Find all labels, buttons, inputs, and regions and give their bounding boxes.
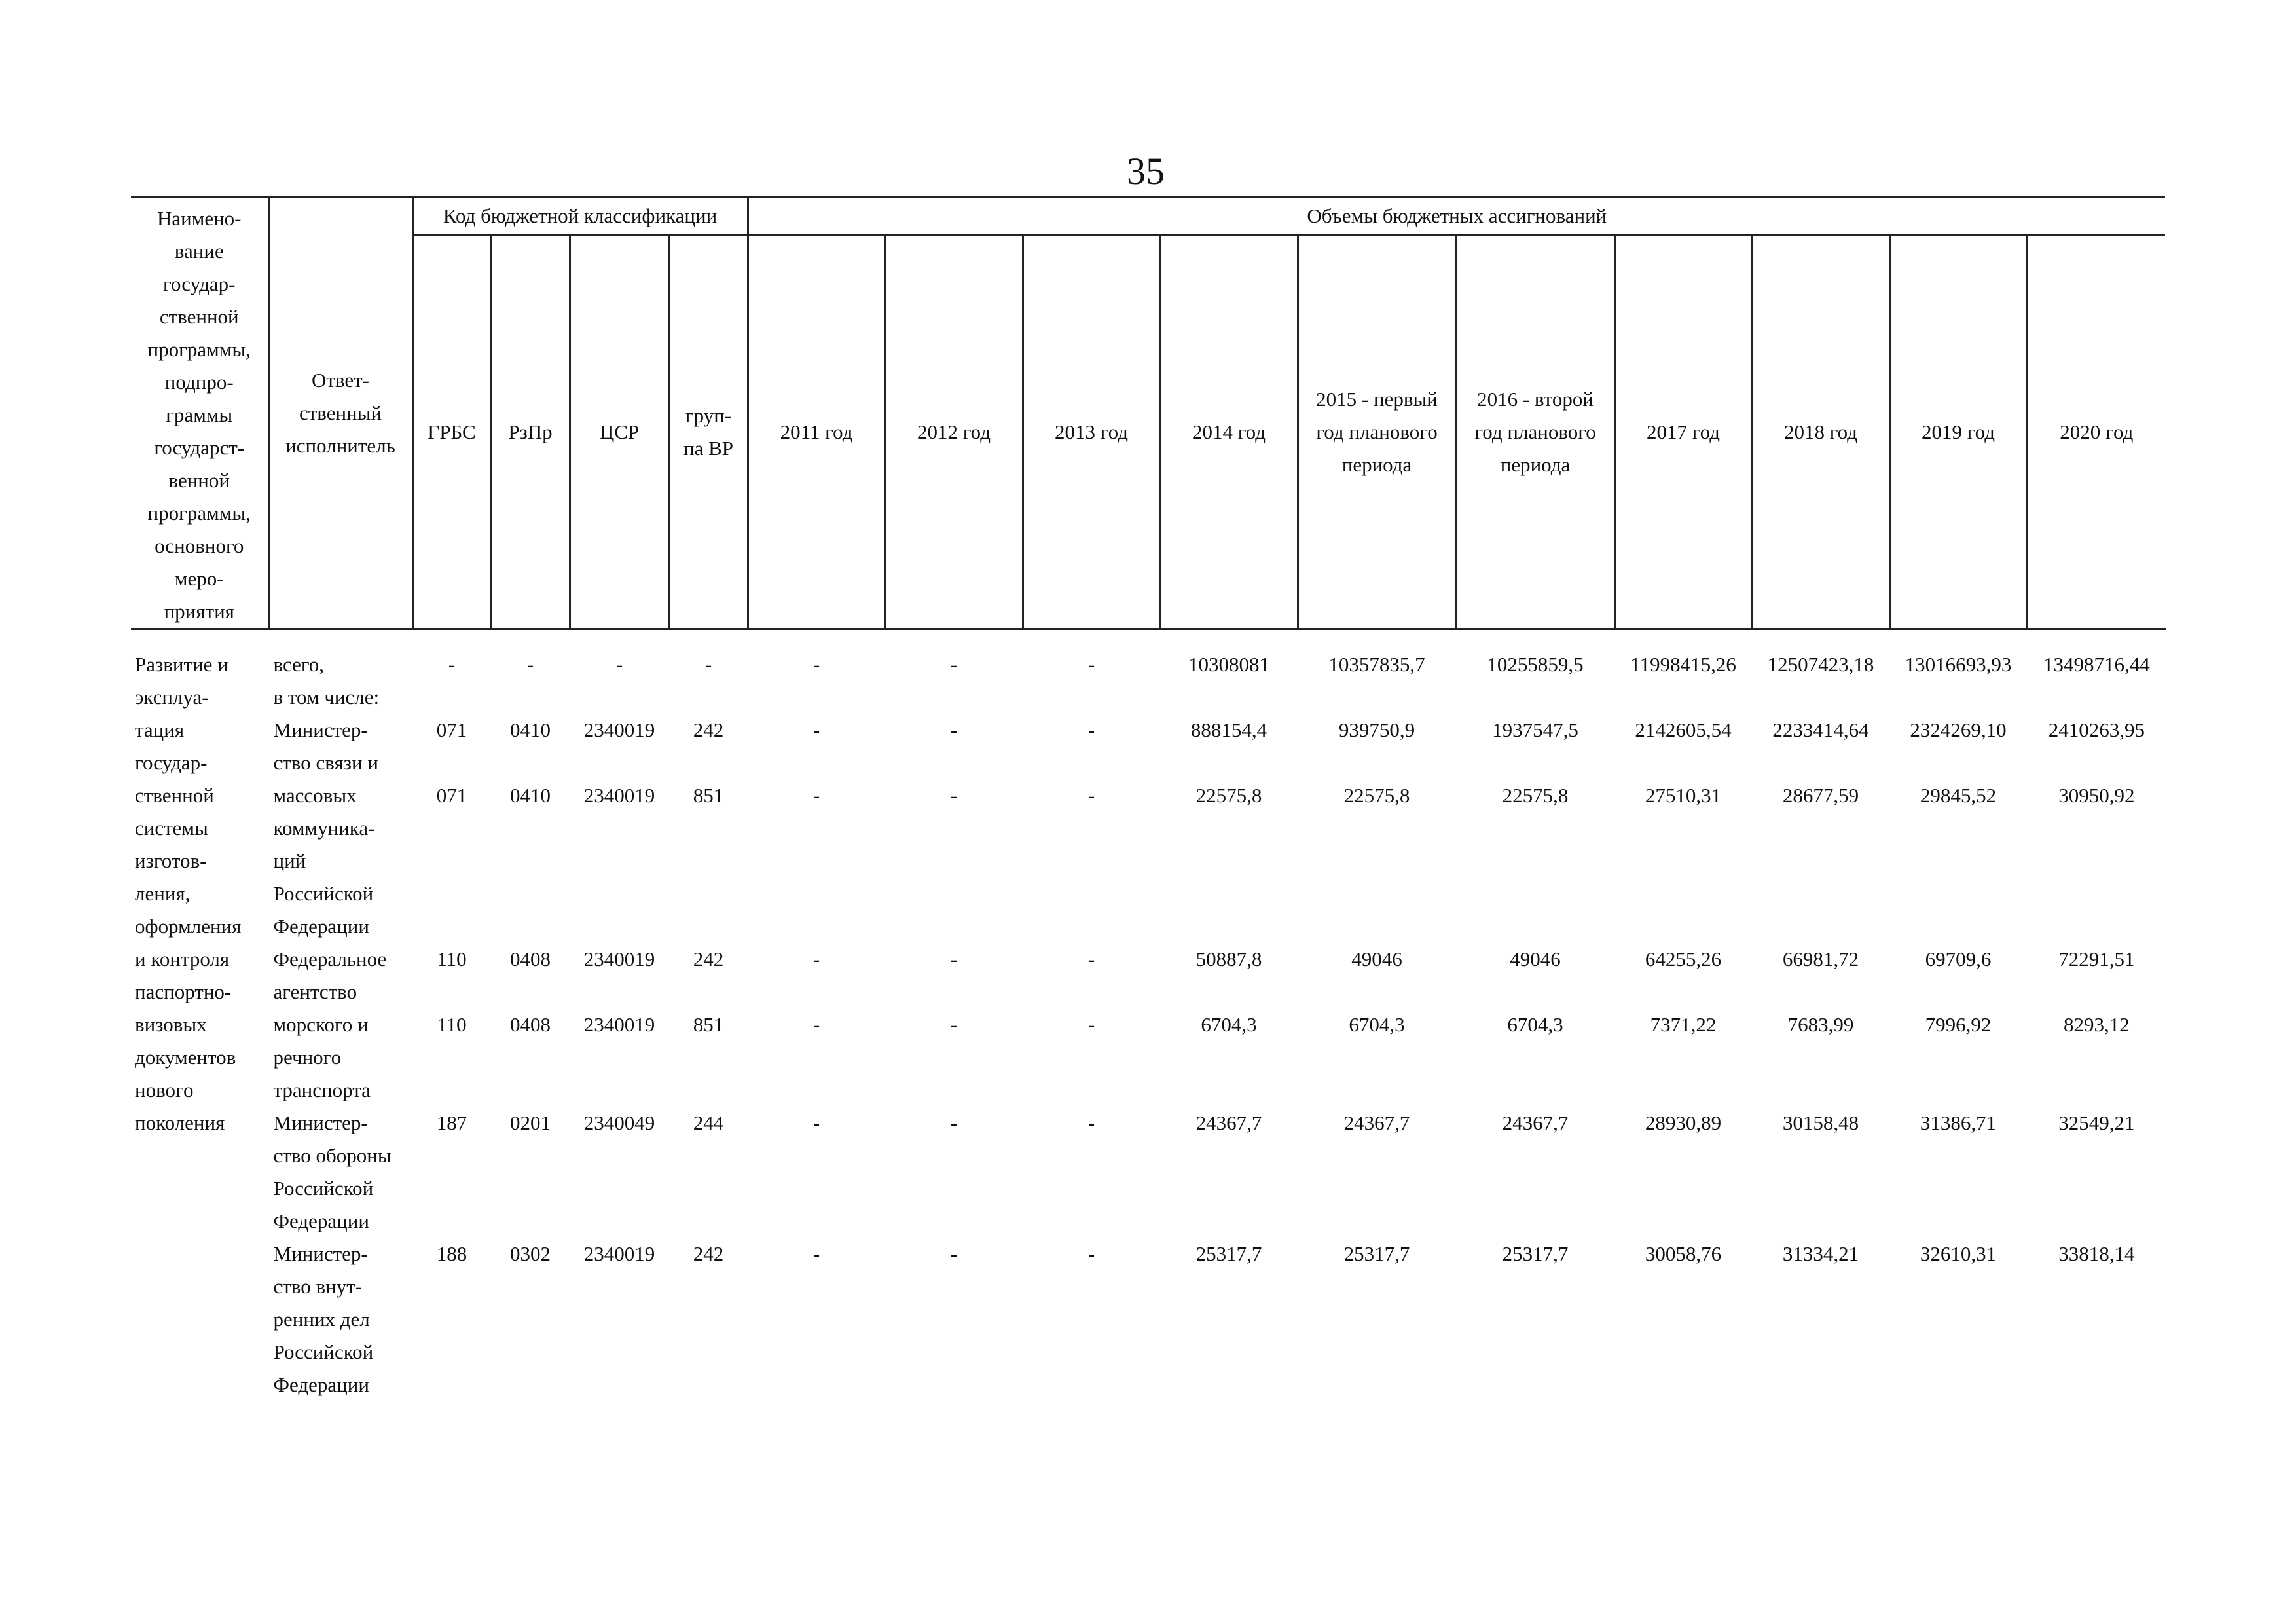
vr-cell: 244: [693, 1111, 724, 1134]
value-cell-2016: 24367,7: [1502, 1111, 1569, 1134]
value-cell-2020: 30950,92: [2058, 784, 2135, 807]
value-cell-2014: 22575,8: [1195, 784, 1262, 807]
value-cell-2011: -: [812, 1111, 820, 1134]
value-cell-2017: 30058,76: [1645, 1242, 1722, 1265]
table-row: [131, 1107, 2165, 1238]
grbs-cell: 187: [436, 1111, 467, 1134]
header-year-2012: 2012 год: [885, 235, 1023, 629]
header-year-2020: 2020 год: [2027, 235, 2165, 629]
value-cell-2012: -: [950, 1013, 958, 1036]
vr-cell: 242: [693, 718, 724, 741]
value-cell-2014: 24367,7: [1195, 1111, 1262, 1134]
csr-cell: 2340049: [583, 1111, 655, 1134]
vr-cell: -: [704, 653, 712, 676]
value-cell-2016: 22575,8: [1502, 784, 1569, 807]
value-cell-2019: 69709,6: [1925, 948, 1992, 970]
value-cell-2020: 33818,14: [2058, 1242, 2135, 1265]
value-cell-2020: 32549,21: [2058, 1111, 2135, 1134]
header-year-2013: 2013 год: [1023, 235, 1160, 629]
value-cell-2019: 2324269,10: [1910, 718, 2007, 741]
table-row: [131, 1238, 2165, 1401]
grbs-cell: 110: [437, 1013, 467, 1036]
header-year-2018: 2018 год: [1752, 235, 1889, 629]
vr-cell: 242: [693, 1242, 724, 1265]
value-cell-2017: 7371,22: [1650, 1013, 1717, 1036]
rzpr-cell: 0302: [510, 1242, 551, 1265]
value-cell-2013: -: [1087, 784, 1095, 807]
csr-cell: -: [615, 653, 623, 676]
value-cell-2014: 6704,3: [1201, 1013, 1257, 1036]
executor-cell: Министер- ство обороны Российской Федерации: [273, 1111, 392, 1232]
value-cell-2014: 10308081: [1188, 653, 1270, 676]
value-cell-2014: 50887,8: [1195, 948, 1262, 970]
value-cell-2015: 22575,8: [1343, 784, 1410, 807]
value-cell-2016: 25317,7: [1502, 1242, 1569, 1265]
header-name-col: Наимено- вание государ- ственной программы, подпро- граммы государст- венной программы, основного меро- приятия: [131, 198, 268, 629]
value-cell-2013: -: [1087, 948, 1095, 970]
vr-cell: 851: [693, 1013, 724, 1036]
value-cell-2020: 13498716,44: [2043, 653, 2150, 676]
value-cell-2013: -: [1087, 1013, 1095, 1036]
value-cell-2011: -: [812, 1242, 820, 1265]
value-cell-2013: -: [1087, 653, 1095, 676]
header-grbs: ГРБС: [412, 235, 491, 629]
rzpr-cell: 0408: [510, 1013, 551, 1036]
value-cell-2020: 8293,12: [2063, 1013, 2130, 1036]
table-row: [131, 943, 2165, 1008]
table-row: [131, 648, 2165, 714]
value-cell-2019: 7996,92: [1925, 1013, 1992, 1036]
rzpr-cell: 0408: [510, 948, 551, 970]
value-cell-2015: 25317,7: [1343, 1242, 1410, 1265]
value-cell-2018: 28677,59: [1782, 784, 1859, 807]
value-cell-2015: 49046: [1351, 948, 1402, 970]
value-cell-2016: 6704,3: [1507, 1013, 1563, 1036]
executor-cell: Министер- ство внут- ренних дел Российской Федерации: [273, 1242, 374, 1396]
value-cell-2011: -: [812, 784, 820, 807]
value-cell-2015: 24367,7: [1343, 1111, 1410, 1134]
program-name: Развитие и эксплуа- тация государ- ственной системы изготов- ления, оформления и контроля паспортно- визовых документов нового поколения: [135, 653, 242, 1134]
value-cell-2017: 28930,89: [1645, 1111, 1722, 1134]
executor-cell: всего, в том числе:: [273, 653, 380, 709]
table-row: [131, 714, 2165, 779]
csr-cell: 2340019: [583, 1013, 655, 1036]
csr-cell: 2340019: [583, 718, 655, 741]
header-year-2016: 2016 - второй год планового периода: [1456, 235, 1614, 629]
table-header: [131, 198, 2165, 629]
value-cell-2020: 72291,51: [2058, 948, 2135, 970]
grbs-cell: 071: [436, 718, 467, 741]
value-cell-2012: -: [950, 718, 958, 741]
rzpr-cell: 0201: [510, 1111, 551, 1134]
csr-cell: 2340019: [583, 784, 655, 807]
rzpr-cell: 0410: [510, 784, 551, 807]
grbs-cell: 110: [437, 948, 467, 970]
value-cell-2015: 10357835,7: [1328, 653, 1425, 676]
header-year-2019: 2019 год: [1889, 235, 2027, 629]
value-cell-2011: -: [812, 718, 820, 741]
value-cell-2014: 25317,7: [1195, 1242, 1262, 1265]
value-cell-2019: 13016693,93: [1904, 653, 2012, 676]
header-year-2017: 2017 год: [1614, 235, 1752, 629]
value-cell-2017: 64255,26: [1645, 948, 1722, 970]
value-cell-2016: 1937547,5: [1492, 718, 1578, 741]
budget-table: [131, 196, 2166, 1401]
header-executor-col: Ответ- ственный исполнитель: [268, 198, 412, 629]
value-cell-2012: -: [950, 1111, 958, 1134]
value-cell-2018: 7683,99: [1787, 1013, 1854, 1036]
executor-cell: Министер- ство связи и: [273, 718, 378, 774]
header-rzpr: РзПр: [491, 235, 570, 629]
vr-cell: 242: [693, 948, 724, 970]
header-vr: груп- па ВР: [669, 235, 748, 629]
value-cell-2018: 66981,72: [1782, 948, 1859, 970]
table-body: [131, 629, 2165, 1402]
value-cell-2011: -: [812, 653, 820, 676]
value-cell-2011: -: [812, 948, 820, 970]
value-cell-2017: 11998415,26: [1630, 653, 1736, 676]
rzpr-cell: 0410: [510, 718, 551, 741]
value-cell-2013: -: [1087, 1242, 1095, 1265]
value-cell-2013: -: [1087, 1111, 1095, 1134]
vr-cell: 851: [693, 784, 724, 807]
table-row: [131, 779, 2165, 943]
table-row: [131, 1008, 2165, 1107]
header-year-2015: 2015 - первый год планового периода: [1298, 235, 1456, 629]
value-cell-2018: 30158,48: [1782, 1111, 1859, 1134]
value-cell-2012: -: [950, 1242, 958, 1265]
value-cell-2013: -: [1087, 718, 1095, 741]
executor-cell: Федеральное агентство: [273, 948, 387, 1003]
value-cell-2018: 31334,21: [1782, 1242, 1859, 1265]
value-cell-2019: 29845,52: [1920, 784, 1997, 807]
value-cell-2012: -: [950, 948, 958, 970]
value-cell-2016: 49046: [1510, 948, 1561, 970]
value-cell-2017: 27510,31: [1645, 784, 1722, 807]
value-cell-2019: 32610,31: [1920, 1242, 1997, 1265]
value-cell-2017: 2142605,54: [1635, 718, 1732, 741]
header-year-2011: 2011 год: [748, 235, 885, 629]
header-volumes-group: Объемы бюджетных ассигнований: [748, 198, 2165, 235]
value-cell-2019: 31386,71: [1920, 1111, 1997, 1134]
rzpr-cell: -: [526, 653, 534, 676]
csr-cell: 2340019: [583, 1242, 655, 1265]
value-cell-2012: -: [950, 784, 958, 807]
grbs-cell: 188: [436, 1242, 467, 1265]
value-cell-2015: 939750,9: [1338, 718, 1415, 741]
header-csr: ЦСР: [570, 235, 669, 629]
header-year-2014: 2014 год: [1160, 235, 1298, 629]
value-cell-2015: 6704,3: [1349, 1013, 1405, 1036]
page-number: 35: [1127, 150, 1165, 193]
csr-cell: 2340019: [583, 948, 655, 970]
value-cell-2020: 2410263,95: [2048, 718, 2145, 741]
value-cell-2012: -: [950, 653, 958, 676]
grbs-cell: 071: [436, 784, 467, 807]
executor-cell: массовых коммуника- ций Российской Федерации: [273, 784, 375, 938]
value-cell-2018: 2233414,64: [1772, 718, 1869, 741]
header-code-group: Код бюджетной классификации: [412, 198, 748, 235]
value-cell-2014: 888154,4: [1190, 718, 1267, 741]
value-cell-2011: -: [812, 1013, 820, 1036]
executor-cell: морского и речного транспорта: [273, 1013, 371, 1101]
value-cell-2016: 10255859,5: [1487, 653, 1584, 676]
value-cell-2018: 12507423,18: [1767, 653, 1874, 676]
grbs-cell: -: [448, 653, 456, 676]
